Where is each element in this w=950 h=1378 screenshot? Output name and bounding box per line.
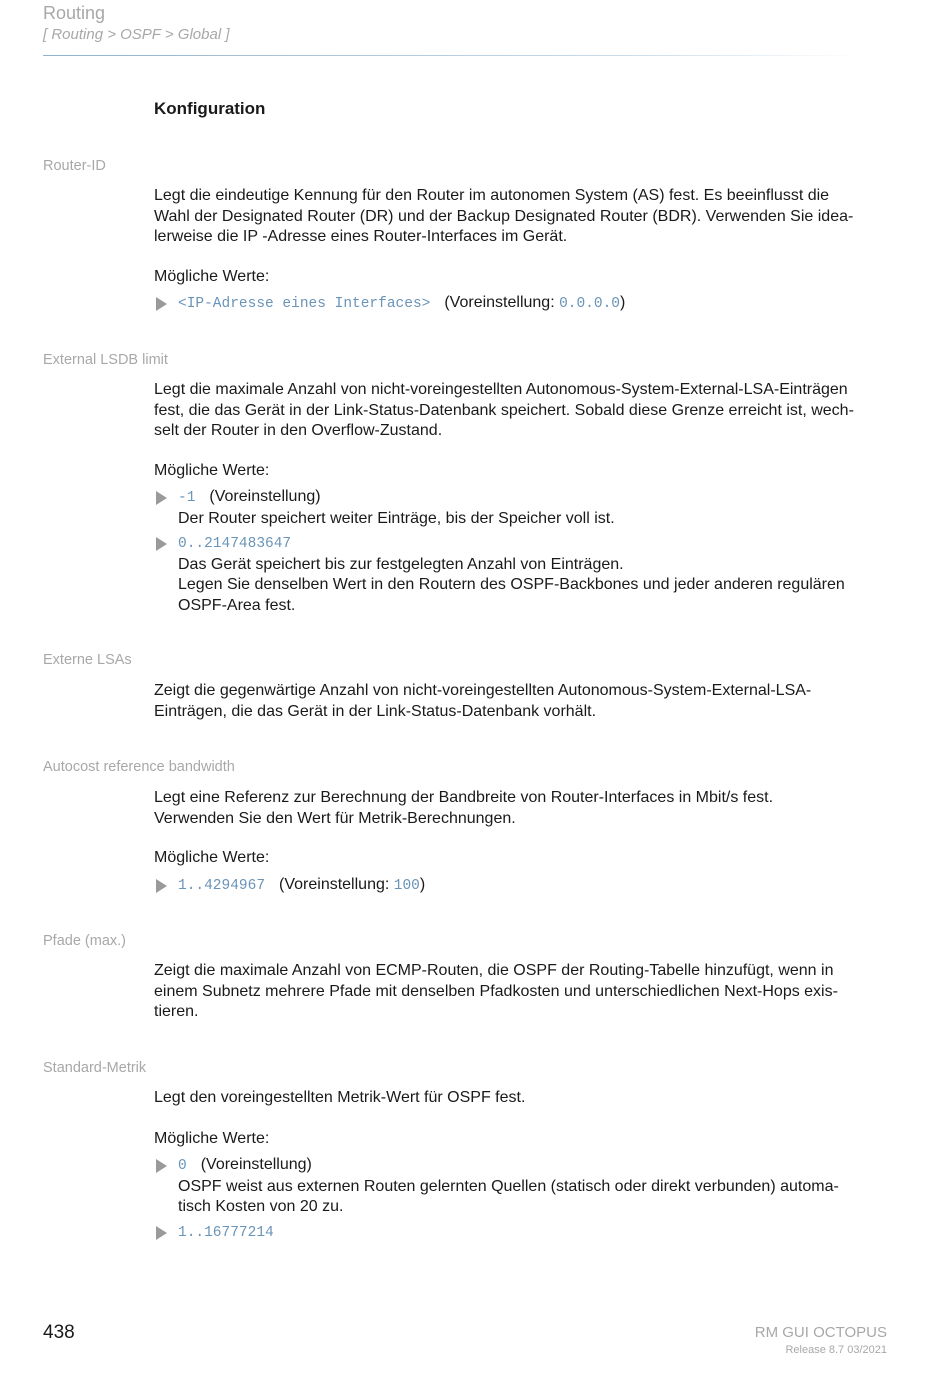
default-suffix: ) [620,294,626,311]
param-label-autocost-reference-bandwidth: Autocost reference bandwidth [43,759,235,775]
param-label-externe-lsas: Externe LSAs [43,652,132,668]
desc-line: Legt eine Referenz zur Berechnung der Bandbreite von Router-Interfaces in Mbit/s fest. [154,789,774,806]
value-item [154,533,894,616]
router-id-description [154,186,889,248]
value-code: <IP-Adresse eines Interfaces> [178,296,431,312]
possible-values-label: Mögliche Werte: [154,268,270,285]
possible-values-label: Mögliche Werte: [154,1130,270,1147]
param-label-external-lsdb-limit: External LSDB limit [43,352,168,368]
value-code: 1..4294967 [178,878,266,894]
default-label: (Voreinstellung: [279,876,394,893]
value-code: 1..16777214 [178,1225,274,1241]
desc-line: Zeigt die maximale Anzahl von ECMP-Routen, die OSPF der Routing-Tabelle hinzufügt, wenn in [154,962,834,979]
bullet-triangle-icon [156,1159,167,1173]
desc-line: Legt den voreingestellten Metrik-Wert für OSPF fest. [154,1089,526,1106]
desc-line: Verwenden Sie den Wert für Metrik-Berechnungen. [154,809,516,827]
value-description: OSPF weist aus externen Routen gelernten Quellen (statisch oder direkt verbunden) automa- [178,1177,839,1195]
bullet-triangle-icon [156,537,167,551]
desc-line: Einträgen, die das Gerät in der Link-Status-Datenbank vorhält. [154,702,597,720]
default-value: 0.0.0.0 [559,296,620,312]
default-label: (Voreinstellung) [209,488,321,505]
possible-values-label: Mögliche Werte: [154,849,270,866]
external-lsdb-description [154,380,889,442]
param-label-standard-metrik: Standard-Metrik [43,1060,147,1076]
desc-line: Wahl der Designated Router (DR) und der Backup Designated Router (BDR). Verwenden Sie idea- [154,207,854,225]
desc-line: Legt die maximale Anzahl von nicht-voreingestellten Autonomous-System-External-LSA-Einträgen [154,381,848,398]
value-item [154,293,894,315]
value-description: Der Router speichert weiter Einträge, bis der Speicher voll ist. [178,509,615,527]
desc-line: Zeigt die gegenwärtige Anzahl von nicht-voreingestellten Autonomous-System-External-LSA- [154,682,812,699]
value-description: OSPF-Area fest. [178,596,296,614]
value-code: 0 [178,1158,187,1174]
value-description: tisch Kosten von 20 zu. [178,1198,344,1215]
desc-line: selt der Router in den Overflow-Zustand. [154,422,443,439]
desc-line: lerweise die IP -Adresse eines Router-Interfaces im Gerät. [154,228,568,245]
bullet-triangle-icon [156,879,167,893]
desc-line: einem Subnetz mehrere Pfade mit denselben Pfadkosten und unterschiedlichen Next-Hops exis- [154,982,838,1000]
default-label: (Voreinstellung) [200,1156,312,1173]
value-description: Das Gerät speichert bis zur festgelegten Anzahl von Einträgen. [178,555,624,573]
product-name: RM GUI OCTOPUS [754,1324,887,1341]
value-item [154,1155,894,1218]
desc-line: fest, die das Gerät in der Link-Status-Datenbank speichert. Sobald diese Grenze erreicht ist, wech- [154,401,854,419]
header-divider [43,55,863,56]
pfade-description [154,961,889,1023]
default-suffix: ) [419,876,426,893]
possible-values-label: Mögliche Werte: [154,462,270,479]
bullet-triangle-icon [156,1226,167,1240]
externe-lsas-description [154,681,889,722]
desc-line: Legt die eindeutige Kennung für den Router im autonomen System (AS) fest. Es beeinflusst die [154,187,830,204]
value-item [154,875,894,897]
section-title: Konfiguration [154,99,266,118]
release-info: Release 8.7 03/2021 [785,1344,887,1356]
bullet-triangle-icon [156,297,167,311]
bullet-triangle-icon [156,491,167,505]
chapter-title: Routing [43,3,106,23]
autocost-description [154,788,889,829]
default-value: 100 [393,878,420,894]
page-number: 438 [43,1322,75,1343]
param-label-pfade-max: Pfade (max.) [43,933,126,949]
desc-line: tieren. [154,1003,199,1020]
param-label-router-id: Router-ID [43,158,106,174]
value-item [154,1222,894,1244]
value-code: 0..2147483647 [178,536,292,552]
value-code: -1 [178,490,196,506]
value-item [154,487,894,529]
default-label: (Voreinstellung: [444,294,560,311]
standard-metrik-description [154,1088,889,1109]
breadcrumb: [ Routing > OSPF > Global ] [43,26,230,43]
value-description: Legen Sie denselben Wert in den Routern des OSPF-Backbones und jeder anderen regulären [178,576,845,593]
